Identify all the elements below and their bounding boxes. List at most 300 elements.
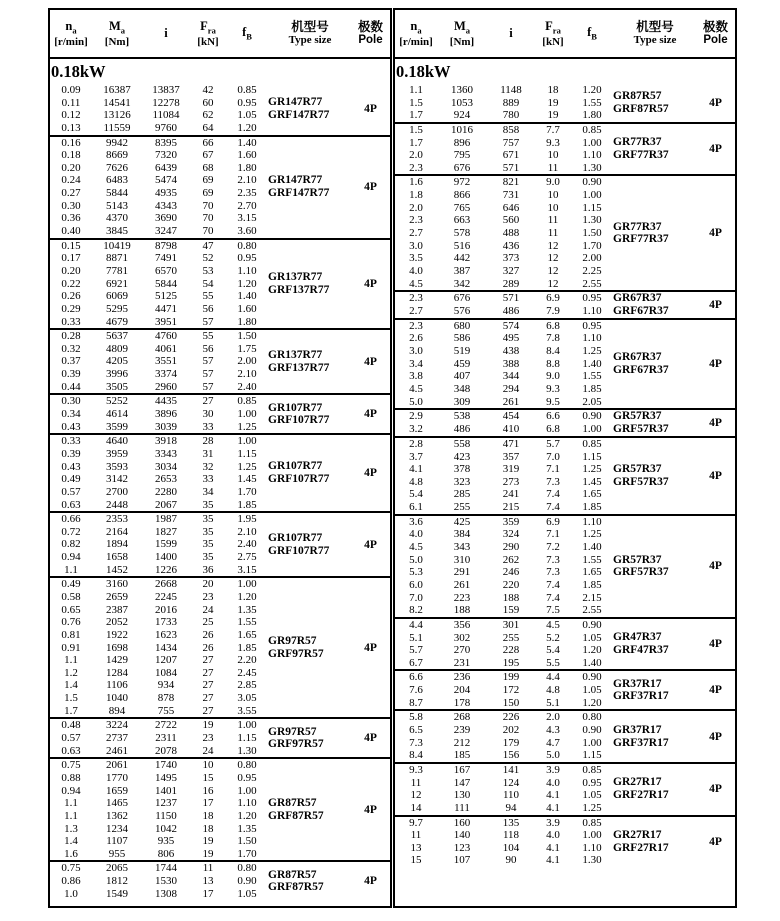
cell-ma: 4370 [106, 212, 128, 225]
cell-i: 438 [502, 345, 520, 358]
pole-label: 4P [709, 835, 722, 848]
table-row [395, 644, 613, 657]
cell-ma: 14541 [103, 96, 131, 109]
cell-na: 2.3 [409, 214, 423, 227]
cell-fb: 0.80 [237, 759, 257, 772]
cell-ma: 10419 [103, 239, 131, 252]
cell-fb: 1.55 [237, 616, 257, 629]
table-row [395, 189, 613, 202]
cell-i: 646 [502, 201, 520, 214]
table-row [50, 240, 268, 253]
cell-i: 3374 [155, 368, 177, 381]
type-size: GR137R77 [268, 271, 323, 284]
cell-fb: 3.15 [237, 212, 257, 225]
table-row [395, 554, 613, 567]
rating-tables-container [48, 8, 737, 908]
cell-fra: 5.2 [546, 631, 560, 644]
type-size: GR57R37 [613, 463, 662, 476]
cell-fra: 69 [202, 174, 214, 187]
cell-fb: 1.40 [237, 136, 257, 149]
cell-i: 1987 [155, 513, 177, 526]
data-block [395, 817, 735, 868]
table-row [50, 745, 268, 758]
cell-fb: 1.80 [582, 109, 602, 122]
table-row [395, 410, 613, 423]
data-block [395, 516, 735, 619]
cell-i: 821 [502, 176, 520, 189]
cell-na: 11 [410, 829, 422, 842]
cell-fb: 1.05 [582, 789, 602, 802]
cell-na: 11 [410, 776, 422, 789]
cell-ma: 2061 [106, 759, 128, 772]
cell-fb: 1.85 [582, 383, 602, 396]
cell-ma: 955 [108, 847, 126, 860]
cell-i: 159 [502, 604, 520, 617]
cell-fra: 35 [202, 538, 214, 551]
cell-ma: 343 [453, 541, 471, 554]
data-block [50, 719, 390, 759]
col-header-type [268, 20, 352, 47]
type-size: GRF57R37 [613, 475, 669, 488]
cell-i: 574 [502, 319, 520, 332]
type-size-label [268, 137, 352, 238]
cell-fra: 3.9 [546, 816, 560, 829]
cell-ma: 1106 [106, 679, 128, 692]
type-size: GRF57R37 [613, 423, 669, 436]
table-row [50, 355, 268, 368]
col-unit: [Nm] [449, 35, 475, 48]
type-size: GR107R77 [268, 460, 323, 473]
cell-fra: 35 [202, 551, 214, 564]
cell-fra: 20 [202, 578, 214, 591]
cell-na: 0.29 [61, 302, 81, 315]
cell-na: 0.30 [61, 395, 81, 408]
cell-fra: 56 [202, 302, 214, 315]
cell-na: 2.3 [409, 161, 423, 174]
cell-fra: 19 [202, 719, 214, 732]
cell-fb: 0.80 [237, 239, 257, 252]
block-rows [395, 619, 613, 670]
cell-ma: 285 [453, 488, 471, 501]
cell-fb: 0.90 [582, 618, 602, 631]
type-size: GRF27R17 [613, 789, 669, 802]
cell-i: 1599 [155, 538, 177, 551]
cell-ma: 348 [453, 383, 471, 396]
type-size-label [613, 671, 697, 709]
cell-i: 2078 [155, 744, 177, 757]
cell-fb: 0.85 [582, 816, 602, 829]
type-size: GRF47R37 [613, 644, 669, 657]
cell-na: 3.0 [409, 239, 423, 252]
cell-fb: 2.70 [237, 199, 257, 212]
table-row [395, 528, 613, 541]
type-size: GR107R77 [268, 401, 323, 414]
cell-fb: 2.55 [582, 604, 602, 617]
table-row [50, 395, 268, 408]
cell-fra: 35 [202, 513, 214, 526]
table-row [50, 122, 268, 135]
cell-fra: 27 [202, 704, 214, 717]
table-row [50, 797, 268, 810]
table-row [50, 435, 268, 448]
table-row [395, 817, 613, 830]
cell-fra: 10 [547, 189, 559, 202]
cell-i: 3034 [155, 460, 177, 473]
cell-i: 571 [502, 292, 520, 305]
cell-fb: 1.40 [582, 656, 602, 669]
table-row [395, 292, 613, 305]
cell-fra: 52 [202, 252, 214, 265]
type-size-label [268, 862, 352, 900]
col-unit: Pole [358, 34, 383, 47]
type-size-label [268, 84, 352, 135]
cell-na: 0.16 [61, 136, 81, 149]
cell-fra: 4.3 [546, 724, 560, 737]
cell-ma: 2461 [106, 744, 128, 757]
cell-i: 228 [502, 644, 520, 657]
cell-ma: 924 [453, 109, 471, 122]
cell-i: 188 [502, 591, 520, 604]
cell-ma: 167 [453, 763, 471, 776]
cell-i: 357 [502, 450, 520, 463]
cell-fra: 7.4 [546, 501, 560, 514]
cell-na: 1.7 [64, 704, 78, 717]
block-rows [395, 292, 613, 318]
cell-na: 8.7 [409, 696, 423, 709]
type-size-label [268, 513, 352, 576]
table-row [50, 538, 268, 551]
cell-ma: 1053 [451, 96, 473, 109]
cell-ma: 442 [453, 252, 471, 265]
cell-i: 4471 [155, 302, 177, 315]
table-row [50, 303, 268, 316]
cell-i: 1401 [155, 784, 177, 797]
table-row [395, 176, 613, 189]
cell-fb: 1.50 [237, 330, 257, 343]
cell-i: 1827 [155, 525, 177, 538]
cell-na: 0.17 [61, 252, 81, 265]
type-size: GRF107R77 [268, 473, 330, 486]
cell-na: 0.27 [61, 187, 81, 200]
cell-ma: 261 [453, 578, 471, 591]
cell-fb: 1.00 [582, 189, 602, 202]
cell-fb: 1.55 [582, 370, 602, 383]
cell-i: 289 [502, 277, 520, 290]
cell-i: 8798 [155, 239, 177, 252]
cell-ma: 7626 [106, 161, 128, 174]
cell-fra: 25 [202, 616, 214, 629]
cell-ma: 268 [453, 711, 471, 724]
cell-i: 246 [502, 566, 520, 579]
cell-fb: 3.60 [237, 225, 257, 238]
cell-ma: 3959 [106, 447, 128, 460]
cell-fb: 0.90 [582, 671, 602, 684]
cell-fra: 47 [202, 239, 214, 252]
table-row [50, 616, 268, 629]
cell-ma: 378 [453, 463, 471, 476]
cell-ma: 107 [453, 854, 471, 867]
cell-ma: 4679 [106, 315, 128, 328]
table-row [50, 732, 268, 745]
cell-fb: 1.25 [237, 420, 257, 433]
table-row [395, 278, 613, 291]
block-rows [395, 320, 613, 408]
cell-fra: 31 [202, 447, 214, 460]
table-row [395, 604, 613, 617]
cell-na: 3.6 [409, 515, 423, 528]
cell-na: 0.44 [61, 380, 81, 393]
cell-fb: 1.15 [582, 749, 602, 762]
cell-i: 1237 [155, 797, 177, 810]
cell-fra: 7.2 [546, 541, 560, 554]
cell-ma: 459 [453, 357, 471, 370]
cell-fb: 1.10 [582, 149, 602, 162]
cell-fb: 2.35 [237, 187, 257, 200]
block-rows [395, 410, 613, 436]
cell-fra: 4.8 [546, 684, 560, 697]
cell-ma: 185 [453, 749, 471, 762]
type-size: GR67R37 [613, 351, 662, 364]
table-row [50, 513, 268, 526]
cell-fra: 18 [547, 84, 559, 96]
pole-label: 4P [364, 538, 377, 551]
cell-i: 1148 [500, 84, 522, 96]
data-block [50, 84, 390, 137]
cell-i: 3551 [155, 355, 177, 368]
cell-na: 1.1 [64, 654, 78, 667]
cell-fra: 68 [202, 161, 214, 174]
col-unit: [r/min] [399, 35, 433, 48]
cell-ma: 9942 [106, 136, 128, 149]
cell-fra: 10 [202, 759, 214, 772]
cell-fra: 12 [547, 264, 559, 277]
cell-ma: 188 [453, 604, 471, 617]
cell-na: 14 [410, 801, 422, 814]
cell-fb: 1.50 [237, 835, 257, 848]
cell-i: 195 [502, 656, 520, 669]
cell-i: 241 [502, 488, 520, 501]
table-row [395, 657, 613, 670]
cell-fra: 9.3 [546, 383, 560, 396]
cell-na: 4.5 [409, 277, 423, 290]
col-unit: Type size [633, 34, 677, 47]
data-block [395, 711, 735, 764]
cell-na: 3.7 [409, 450, 423, 463]
cell-ma: 896 [453, 136, 471, 149]
type-size: GR67R37 [613, 292, 662, 305]
cell-fb: 0.95 [582, 776, 602, 789]
cell-i: 410 [502, 422, 520, 435]
table-row [395, 516, 613, 529]
col-header-fra [535, 19, 571, 49]
cell-na: 0.12 [61, 109, 81, 122]
cell-i: 4343 [155, 199, 177, 212]
data-block [395, 292, 735, 320]
cell-na: 4.0 [409, 264, 423, 277]
cell-na: 6.6 [409, 671, 423, 684]
pole-label: 4P [364, 641, 377, 654]
cell-fb: 2.55 [582, 277, 602, 290]
cell-fra: 5.4 [546, 644, 560, 657]
cell-ma: 130 [453, 789, 471, 802]
cell-ma: 1016 [451, 123, 473, 136]
cell-na: 0.72 [61, 525, 81, 538]
cell-fra: 30 [202, 408, 214, 421]
cell-i: 388 [502, 357, 520, 370]
cell-ma: 519 [453, 345, 471, 358]
cell-fb: 1.80 [237, 315, 257, 328]
cell-fb: 1.00 [237, 435, 257, 448]
cell-fra: 23 [202, 590, 214, 603]
cell-na: 5.0 [409, 395, 423, 408]
table-row [395, 305, 613, 318]
cell-ma: 795 [453, 149, 471, 162]
cell-i: 290 [502, 541, 520, 554]
cell-fb: 1.65 [237, 628, 257, 641]
table-row [395, 789, 613, 802]
cell-i: 255 [502, 631, 520, 644]
cell-na: 0.86 [61, 875, 81, 888]
table-row [50, 862, 268, 875]
data-block [50, 578, 390, 719]
cell-i: 1150 [155, 809, 177, 822]
table-row [395, 423, 613, 436]
cell-ma: 423 [453, 450, 471, 463]
cell-ma: 7781 [106, 264, 128, 277]
table-row [50, 97, 268, 110]
block-rows [50, 435, 268, 511]
cell-na: 0.57 [61, 485, 81, 498]
cell-i: 1495 [155, 771, 177, 784]
cell-fra: 4.0 [546, 776, 560, 789]
cell-i: 6570 [155, 264, 177, 277]
table-row [50, 629, 268, 642]
type-size: GR37R17 [613, 677, 662, 690]
cell-fra: 9.0 [546, 176, 560, 189]
cell-ma: 3599 [106, 420, 128, 433]
data-block [50, 513, 390, 578]
data-block [50, 862, 390, 900]
cell-i: 2960 [155, 380, 177, 393]
cell-na: 1.1 [409, 84, 423, 96]
cell-i: 731 [502, 189, 520, 202]
cell-fb: 1.05 [582, 684, 602, 697]
cell-fra: 13 [202, 875, 214, 888]
cell-i: 8395 [155, 136, 177, 149]
cell-fra: 12 [547, 239, 559, 252]
cell-fb: 1.45 [582, 475, 602, 488]
cell-na: 1.7 [409, 109, 423, 122]
cell-i: 2653 [155, 473, 177, 486]
cell-fra: 6.9 [546, 515, 560, 528]
cell-i: 11084 [152, 109, 180, 122]
cell-i: 9760 [155, 121, 177, 134]
cell-i: 7491 [155, 252, 177, 265]
cell-ma: 972 [453, 176, 471, 189]
cell-fb: 1.85 [582, 501, 602, 514]
cell-fb: 0.95 [237, 252, 257, 265]
cell-ma: 676 [453, 161, 471, 174]
cell-i: 806 [157, 847, 175, 860]
cell-na: 6.5 [409, 724, 423, 737]
cell-fra: 66 [202, 136, 214, 149]
col-symbol: 极数 [357, 19, 383, 34]
cell-ma: 178 [453, 696, 471, 709]
table-row [395, 240, 613, 253]
type-size: GRF77R37 [613, 233, 669, 246]
cell-na: 6.0 [409, 578, 423, 591]
table-row [50, 810, 268, 823]
cell-fb: 1.55 [582, 96, 602, 109]
type-size: GR137R77 [268, 348, 323, 361]
cell-i: 780 [502, 109, 520, 122]
cell-i: 1084 [155, 666, 177, 679]
cell-fb: 1.85 [237, 498, 257, 511]
col-header-ma [92, 19, 142, 49]
type-size: GRF97R57 [268, 738, 324, 751]
type-size: GR27R17 [613, 828, 662, 841]
cell-fb: 1.20 [237, 590, 257, 603]
cell-na: 0.15 [61, 239, 81, 252]
block-rows [50, 137, 268, 238]
data-block [395, 438, 735, 516]
table-row [395, 488, 613, 501]
table-row [50, 578, 268, 591]
cell-fra: 9.3 [546, 136, 560, 149]
pole-label: 4P [364, 181, 377, 194]
type-size: GRF37R17 [613, 690, 669, 703]
table-row [395, 84, 613, 97]
cell-fb: 1.20 [582, 84, 602, 96]
cell-ma: 2065 [106, 862, 128, 875]
cell-ma: 407 [453, 370, 471, 383]
table-row [50, 719, 268, 732]
cell-i: 110 [502, 789, 520, 802]
block-rows [395, 516, 613, 617]
cell-na: 1.8 [409, 189, 423, 202]
cell-fb: 1.50 [582, 227, 602, 240]
table-row [395, 137, 613, 150]
table-row [50, 290, 268, 303]
cell-ma: 4809 [106, 342, 128, 355]
block-rows [50, 513, 268, 576]
cell-fb: 1.10 [582, 332, 602, 345]
cell-i: 273 [502, 475, 520, 488]
cell-ma: 147 [453, 776, 471, 789]
block-rows [50, 240, 268, 328]
cell-ma: 2052 [106, 616, 128, 629]
cell-na: 0.32 [61, 342, 81, 355]
data-block [395, 176, 735, 292]
block-rows [395, 124, 613, 175]
block-rows [50, 759, 268, 860]
cell-na: 0.49 [61, 473, 81, 486]
cell-na: 8.4 [409, 749, 423, 762]
cell-fra: 42 [202, 84, 214, 96]
cell-i: 495 [502, 332, 520, 345]
cell-fra: 5.1 [546, 696, 560, 709]
cell-fb: 1.15 [237, 447, 257, 460]
cell-na: 0.33 [61, 435, 81, 448]
table-row [395, 320, 613, 333]
cell-ma: 894 [108, 704, 126, 717]
pole-label: 4P [364, 355, 377, 368]
table-row [50, 486, 268, 499]
table-row [395, 370, 613, 383]
cell-fra: 57 [202, 368, 214, 381]
cell-fb: 1.10 [582, 841, 602, 854]
cell-fra: 7.3 [546, 553, 560, 566]
